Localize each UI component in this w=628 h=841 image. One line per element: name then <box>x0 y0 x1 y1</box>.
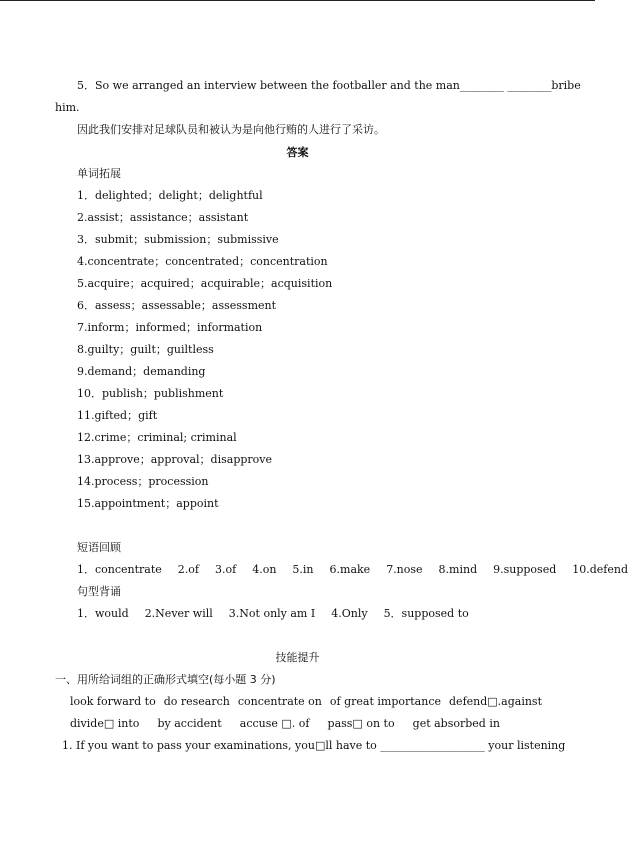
phrase-answer: 9.supposed <box>493 563 557 576</box>
vocab-item: 7.inform；informed；information <box>77 321 263 334</box>
phrase-bank-item: pass□ on to <box>327 717 395 730</box>
phrase-bank-item: accuse □. of <box>239 717 310 730</box>
vocab-item: 5.acquire；acquired；acquirable；acquisition <box>77 277 333 290</box>
vocab-item: 8.guilty；guilt；guiltless <box>77 343 214 356</box>
phrase-answer: 2.of <box>177 563 199 576</box>
phrase-bank-item: look forward to <box>70 695 156 708</box>
vocab-item: 14.process；procession <box>77 475 209 488</box>
vocab-item: 11.gifted；gift <box>77 409 158 422</box>
answers-heading: 答案 <box>286 146 309 159</box>
phrase-answer: 6.make <box>329 563 371 576</box>
sentence-answer: 1．would <box>77 607 129 620</box>
vocab-item: 9.demand；demanding <box>77 365 206 378</box>
sentence-answer: 2.Never will <box>144 607 213 620</box>
phrase-bank-row-1 <box>70 695 542 709</box>
phrases-heading: 短语回顾 <box>77 541 121 554</box>
phrase-bank-item: by accident <box>157 717 222 730</box>
question-5-translation: 因此我们安排对足球队员和被认为是向他行贿的人进行了采访。 <box>77 123 385 136</box>
sentence-answer: 4.Only <box>331 607 368 620</box>
vocab-item: 2.assist；assistance；assistant <box>77 211 249 224</box>
phrase-answer: 1．concentrate <box>77 563 162 576</box>
exercise-question-1: 1. If you want to pass your examinations, you□ll have to ___________________ your listening <box>62 739 566 752</box>
phrase-answer: 4.on <box>252 563 277 576</box>
phrase-bank-item: divide□ into <box>70 717 140 730</box>
phrase-answer: 8.mind <box>438 563 478 576</box>
question-5-line-1: 5．So we arranged an interview between the footballer and the man________ ________bribe <box>77 79 581 92</box>
vocab-item: 3．submit；submission；submissive <box>77 233 279 246</box>
phrase-bank-item: concentrate on <box>237 695 322 708</box>
phrase-bank-row-2 <box>70 717 500 731</box>
vocab-item: 12.crime；criminal; criminal <box>77 431 237 444</box>
phrase-answer: 7.nose <box>386 563 423 576</box>
phrase-answer: 5.in <box>292 563 314 576</box>
question-5-line-2: him. <box>55 101 80 114</box>
skills-heading: 技能提升 <box>275 651 320 664</box>
phrase-bank-item: of great importance <box>329 695 441 708</box>
vocab-item: 10．publish；publishment <box>77 387 224 400</box>
sentences-heading: 句型背诵 <box>77 585 121 598</box>
sentences-answer-row <box>77 607 469 621</box>
vocab-item: 13.approve；approval；disapprove <box>77 453 273 466</box>
vocab-heading: 单词拓展 <box>77 167 121 180</box>
vocab-item: 1．delighted；delight；delightful <box>77 189 263 202</box>
sentence-answer: 5．supposed to <box>383 607 469 620</box>
vocab-item: 15.appointment；appoint <box>77 497 219 510</box>
phrase-bank-item: defend□.against <box>449 695 542 708</box>
phrase-bank-item: do research <box>163 695 230 708</box>
page-top-rule <box>0 0 595 1</box>
phrase-answer: 3.of <box>215 563 237 576</box>
vocab-item: 4.concentrate；concentrated；concentration <box>77 255 328 268</box>
phrase-bank-item: get absorbed in <box>412 717 500 730</box>
exercise-instruction: 一、用所给词组的正确形式填空(每小题 3 分) <box>55 673 276 686</box>
phrases-answer-row <box>77 563 628 577</box>
phrase-answer: 10.defend <box>572 563 628 576</box>
sentence-answer: 3.Not only am I <box>228 607 316 620</box>
vocab-item: 6．assess；assessable；assessment <box>77 299 277 312</box>
